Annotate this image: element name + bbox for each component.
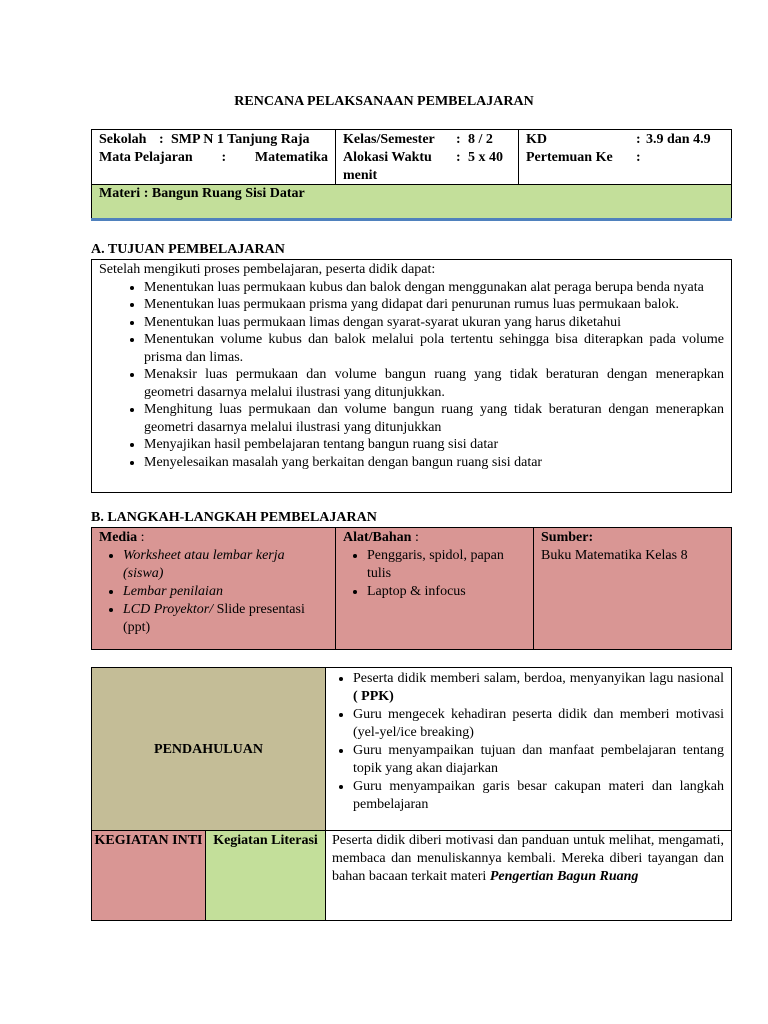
kelas-label: Kelas/Semester: [343, 132, 435, 147]
kegiatan-inti-label: KEGIATAN INTI: [92, 831, 206, 920]
list-item: • Menentukan luas permukaan limas dengan syarat-syarat ukuran yang harus diketahui: [144, 314, 724, 332]
pertemuan-label: Pertemuan Ke: [526, 150, 613, 165]
list-item: • Penggaris, spidol, papan tulis: [367, 547, 526, 583]
media-list: [99, 547, 328, 637]
pendahuluan-list: [334, 670, 724, 814]
media-table: [91, 527, 732, 650]
kelas-sep: :: [456, 132, 461, 147]
list-item: • Menghitung luas permukaan dan volume bangun ruang yang tidak beraturan dengan menerapkan geometri dasarnya melalui ilustrasi yang ditunjukkan: [144, 401, 724, 436]
mapel-value: Matematika: [254, 150, 328, 165]
identity-col-school: [92, 130, 336, 184]
kd-label: KD: [526, 132, 547, 147]
list-item-text: Peserta didik memberi salam, berdoa, menyanyikan lagu nasional: [353, 671, 724, 686]
pertemuan-sep: :: [636, 150, 641, 165]
media-sep: :: [137, 530, 145, 545]
sumber-col: [534, 528, 731, 649]
mapel-label: Mata Pelajaran: [99, 150, 193, 165]
identity-table: [91, 129, 732, 221]
tujuan-box: [91, 259, 732, 493]
pendahuluan-content: [326, 668, 731, 831]
kd-sep: :: [636, 132, 641, 147]
list-item: • Menentukan luas permukaan prisma yang didapat dari penurunan rumus luas permukaan balok.: [144, 296, 724, 314]
pendahuluan-label: PENDAHULUAN: [92, 668, 326, 831]
sekolah-value: SMP N 1 Tanjung Raja: [171, 132, 310, 147]
inti-emphasis: Pengertian Bagun Ruang: [489, 869, 639, 884]
sumber-value: Buku Matematika Kelas 8: [541, 548, 688, 563]
list-item: • Guru mengecek kehadiran peserta didik dan memberi motivasi (yel-yel/ice breaking): [353, 706, 724, 742]
inti-text: Peserta didik diberi motivasi dan panduan untuk melihat, mengamati, membaca dan menuliskannya kembali. Mereka diberi tayangan dan bahan bacaan terkait materi: [332, 833, 724, 884]
kegiatan-literasi-label: Kegiatan Literasi: [206, 831, 326, 920]
kelas-value: 8 / 2: [468, 132, 493, 147]
sekolah-sep: :: [159, 132, 164, 147]
list-item: • Guru menyampaikan garis besar cakupan materi dan langkah pembelajaran: [353, 778, 724, 814]
alat-list: [343, 547, 526, 601]
ppk-tag: ( PPK): [353, 689, 394, 704]
alokasi-value: 5 x 40: [468, 150, 503, 165]
list-item: • Menyajikan hasil pembelajaran tentang bangun ruang sisi datar: [144, 436, 724, 454]
list-item: [353, 670, 724, 706]
list-item: • Menentukan volume kubus dan balok melalui pola tertentu sehingga bisa diterapkan pada volume prisma dan limas.: [144, 331, 724, 366]
alokasi-unit: menit: [343, 168, 378, 183]
section-a-heading: A. TUJUAN PEMBELAJARAN: [91, 242, 285, 257]
alat-sep: :: [411, 530, 419, 545]
list-item: • Menaksir luas permukaan dan volume bangun ruang yang tidak beraturan dengan menerapkan geometri dasarnya melalui ilustrasi yang ditunjukkan.: [144, 366, 724, 401]
list-item: • Menentukan luas permukaan kubus dan balok dengan menggunakan alat peraga berupa benda nyata: [144, 279, 724, 297]
alokasi-label: Alokasi Waktu: [343, 150, 432, 165]
identity-col-kd: [519, 130, 731, 184]
list-item: • Worksheet atau lembar kerja (siswa): [123, 547, 328, 583]
list-item: • Guru menyampaikan tujuan dan manfaat pembelajaran tentang topik yang akan diajarkan: [353, 742, 724, 778]
alokasi-sep: :: [456, 150, 461, 165]
list-item: [123, 601, 328, 637]
media-col: [92, 528, 336, 649]
tujuan-list: [99, 279, 724, 472]
list-item: • Menyelesaikan masalah yang berkaitan dengan bangun ruang sisi datar: [144, 454, 724, 472]
tujuan-intro: Setelah mengikuti proses pembelajaran, peserta didik dapat:: [99, 262, 436, 277]
list-item: • Lembar penilaian: [123, 583, 328, 601]
kegiatan-table: [91, 667, 732, 921]
section-b-heading: B. LANGKAH-LANGKAH PEMBELAJARAN: [91, 510, 377, 525]
blue-divider: [91, 218, 732, 221]
sumber-label: Sumber:: [541, 530, 594, 545]
identity-col-class: [336, 130, 519, 184]
lcd-rest: Slide presentasi (ppt): [123, 602, 305, 635]
list-item: • Laptop & infocus: [367, 583, 526, 601]
media-label: Media: [99, 530, 138, 545]
kd-value: 3.9 dan 4.9: [646, 132, 711, 147]
document-title: RENCANA PELAKSANAAN PEMBELAJARAN: [234, 94, 534, 109]
alat-label: Alat/Bahan: [343, 530, 412, 545]
materi-row: Materi : Bangun Ruang Sisi Datar: [92, 184, 731, 218]
sekolah-label: Sekolah: [99, 132, 147, 147]
kegiatan-inti-content: [326, 831, 731, 920]
mapel-sep: :: [221, 150, 227, 165]
alat-col: [336, 528, 534, 649]
lcd-italic: LCD Proyektor/: [123, 602, 214, 617]
